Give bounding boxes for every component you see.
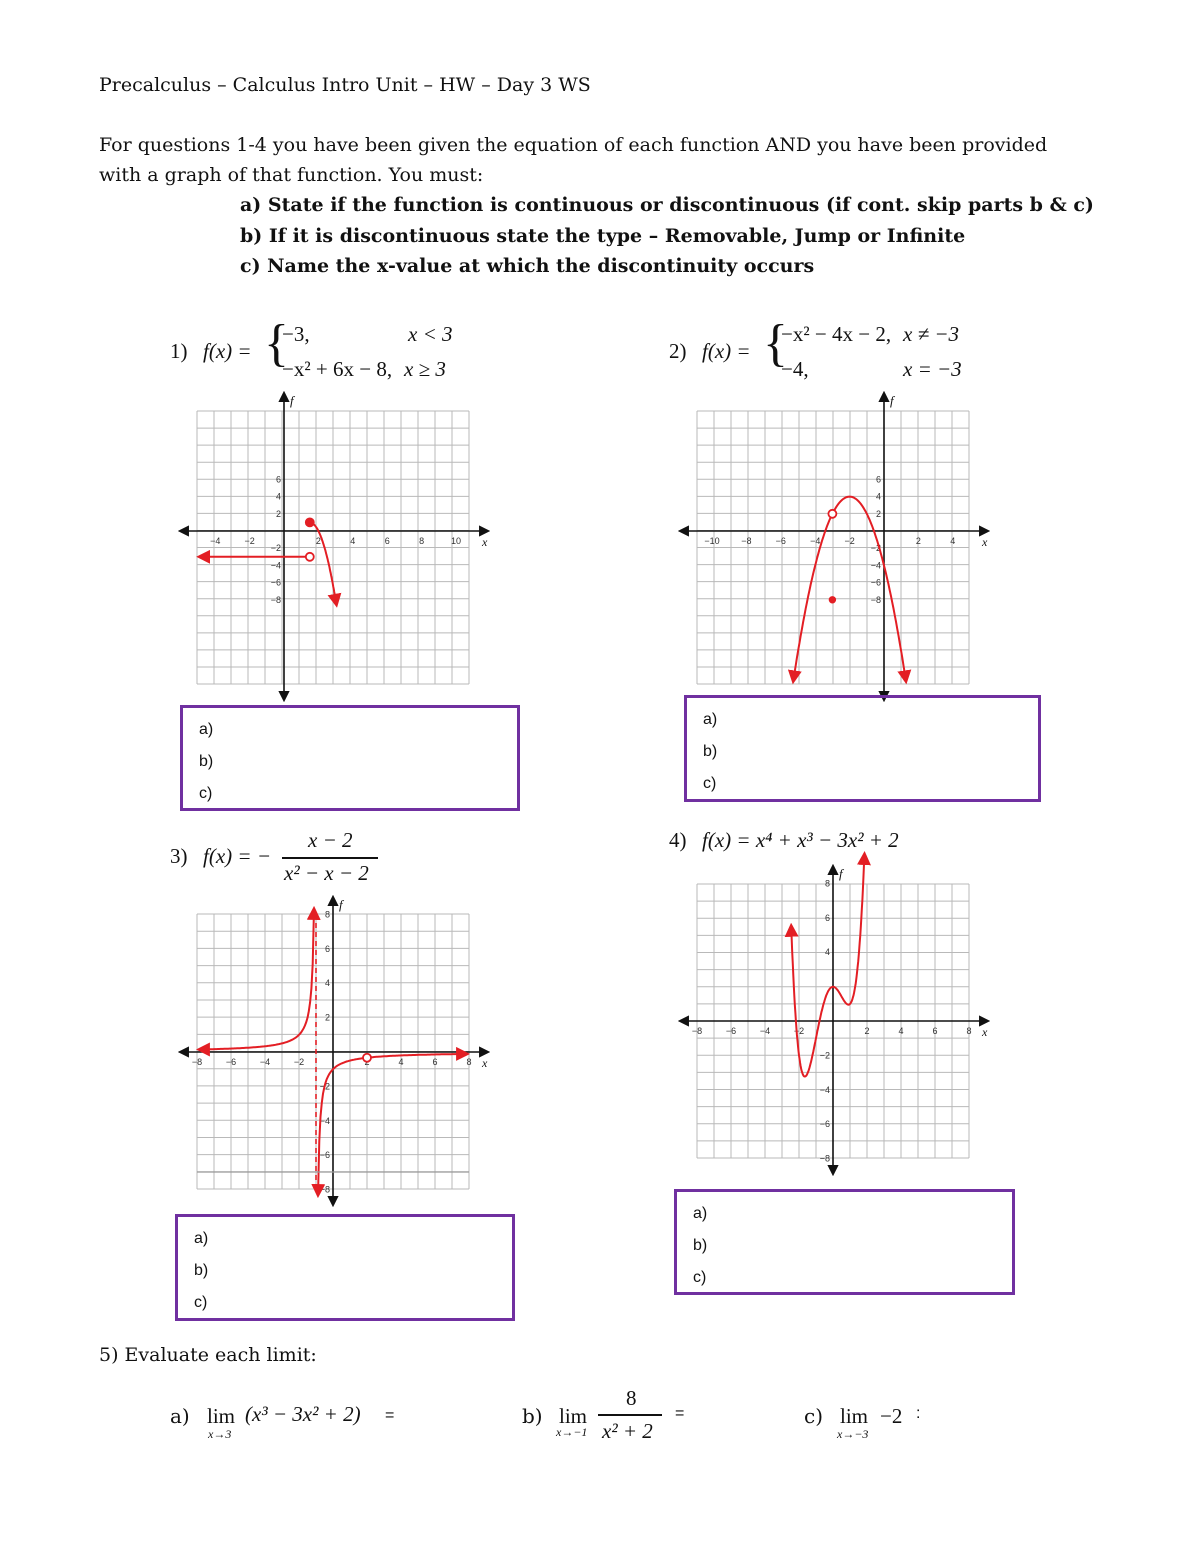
instructions-line-2: with a graph of that function. You must: bbox=[99, 164, 484, 186]
x-tick-label: 6 bbox=[432, 1057, 438, 1067]
x-tick-label: −4 bbox=[210, 536, 221, 546]
y-tick-label: 6 bbox=[824, 912, 830, 923]
answer-box-2[interactable] bbox=[684, 695, 1041, 802]
answer-label-c: c) bbox=[199, 785, 213, 802]
x-tick-label: 4 bbox=[398, 1057, 404, 1067]
y-tick-label: −4 bbox=[319, 1115, 330, 1126]
answer-label-c: c) bbox=[194, 1294, 208, 1311]
x-tick-label: 8 bbox=[466, 1057, 472, 1067]
part-label: b) bbox=[522, 1404, 543, 1428]
x-tick-label: −2 bbox=[293, 1057, 305, 1067]
x-tick-label: −2 bbox=[244, 536, 255, 546]
y-tick-label: 4 bbox=[324, 978, 330, 989]
x-tick-label: −6 bbox=[725, 1026, 737, 1036]
y-tick-label: −8 bbox=[319, 1184, 330, 1195]
y-tick-label: −4 bbox=[870, 560, 881, 571]
x-tick-label: −6 bbox=[775, 536, 786, 546]
lim-word: lim bbox=[559, 1404, 588, 1428]
lim-subscript: x→−3 bbox=[837, 1427, 869, 1441]
y-tick-label: −2 bbox=[819, 1050, 830, 1061]
lim-word: lim bbox=[840, 1404, 869, 1428]
piecewise-brace: { bbox=[763, 315, 788, 372]
fraction-numerator: 8 bbox=[626, 1386, 637, 1410]
x-tick-label: 2 bbox=[864, 1026, 870, 1036]
x-tick-label: −2 bbox=[844, 536, 855, 546]
answer-label-c: c) bbox=[693, 1269, 707, 1286]
x-tick-label: −4 bbox=[810, 536, 821, 546]
graph-3 bbox=[180, 897, 488, 1205]
y-tick-label: 2 bbox=[875, 508, 881, 519]
right-branch bbox=[318, 1054, 467, 1195]
piece-1-condition: x < 3 bbox=[408, 322, 453, 346]
open-point bbox=[306, 553, 314, 561]
x-axis-label: x bbox=[982, 535, 988, 549]
problem-number: 4) bbox=[669, 828, 687, 852]
y-tick-label: 4 bbox=[875, 491, 881, 502]
left-branch bbox=[199, 909, 314, 1050]
fraction-numerator: x − 2 bbox=[308, 828, 353, 852]
function-expression: f(x) = x⁴ + x³ − 3x² + 2 bbox=[702, 828, 899, 852]
graph-1 bbox=[180, 393, 488, 700]
piece-2-curve bbox=[310, 522, 337, 605]
part-label: a) bbox=[170, 1404, 190, 1428]
limit-expression: −2 bbox=[880, 1404, 903, 1428]
instruction-step-b: b) If it is discontinuous state the type – Removable, Jump or Infinite bbox=[240, 225, 966, 247]
instruction-step-a: a) State if the function is continuous or discontinuous (if cont. skip parts b & c) bbox=[240, 194, 1094, 216]
x-tick-label: 4 bbox=[950, 536, 956, 546]
closed-point bbox=[306, 518, 314, 526]
y-tick-label: −4 bbox=[819, 1084, 830, 1095]
answer-label-a: a) bbox=[199, 721, 214, 738]
function-name: f(x) = − bbox=[203, 844, 271, 868]
y-tick-label: −8 bbox=[270, 594, 281, 605]
y-tick-label: −2 bbox=[319, 1081, 330, 1092]
x-tick-label: 10 bbox=[450, 536, 462, 546]
piece-1-expr: −3, bbox=[282, 322, 310, 346]
equals-sign: = bbox=[675, 1405, 685, 1422]
y-tick-label: −8 bbox=[819, 1153, 830, 1164]
problem-number: 1) bbox=[170, 339, 188, 363]
graph-2 bbox=[680, 393, 988, 700]
y-axis-label: f bbox=[290, 393, 294, 408]
y-tick-label: 8 bbox=[324, 909, 330, 920]
answer-label-b: b) bbox=[194, 1262, 209, 1279]
y-axis-label: f bbox=[890, 393, 894, 408]
answer-label-b: b) bbox=[199, 753, 214, 770]
x-tick-label: 4 bbox=[898, 1026, 904, 1036]
x-tick-label: −8 bbox=[191, 1057, 203, 1067]
lim-word: lim bbox=[207, 1404, 236, 1428]
x-axis-label: x bbox=[482, 535, 488, 549]
function-name: f(x) = bbox=[203, 339, 252, 363]
x-tick-label: 4 bbox=[350, 536, 356, 546]
instruction-step-c: c) Name the x-value at which the discontinuity occurs bbox=[240, 255, 815, 277]
piece-2-expr: −4, bbox=[781, 357, 809, 381]
x-tick-label: −8 bbox=[741, 536, 752, 546]
x-tick-label: 6 bbox=[932, 1026, 938, 1036]
x-tick-label: 2 bbox=[915, 536, 921, 546]
x-tick-label: −6 bbox=[225, 1057, 237, 1067]
x-tick-label: 8 bbox=[419, 536, 425, 546]
open-point bbox=[828, 510, 836, 518]
function-name: f(x) = bbox=[702, 339, 751, 363]
y-tick-label: 4 bbox=[275, 491, 281, 502]
piece-2-condition: x ≥ 3 bbox=[404, 357, 446, 381]
answer-label-a: a) bbox=[693, 1205, 708, 1222]
y-tick-label: 6 bbox=[324, 943, 330, 954]
limit-expression: (x³ − 3x² + 2) bbox=[245, 1402, 361, 1426]
answer-label-a: a) bbox=[194, 1230, 209, 1247]
y-tick-label: 6 bbox=[875, 474, 881, 485]
y-axis-label: f bbox=[839, 866, 843, 881]
piece-1-expr: −x² − 4x − 2, bbox=[781, 322, 892, 346]
y-axis-label: f bbox=[339, 897, 343, 912]
question-5-title: 5) Evaluate each limit: bbox=[99, 1344, 317, 1366]
problem-number: 2) bbox=[669, 339, 687, 363]
fraction-denominator: x² − x − 2 bbox=[284, 861, 369, 885]
answer-label-b: b) bbox=[703, 743, 718, 760]
x-tick-label: −8 bbox=[691, 1026, 703, 1036]
x-tick-label: −2 bbox=[793, 1026, 805, 1036]
x-axis-label: x bbox=[482, 1056, 488, 1070]
fraction-denominator: x² + 2 bbox=[602, 1419, 653, 1443]
y-tick-label: −2 bbox=[870, 543, 881, 554]
y-tick-label: −2 bbox=[270, 543, 281, 554]
lim-subscript: x→−1 bbox=[556, 1425, 588, 1439]
answer-label-c: c) bbox=[703, 775, 717, 792]
y-tick-label: 6 bbox=[275, 474, 281, 485]
y-tick-label: −4 bbox=[270, 560, 281, 571]
y-tick-label: −6 bbox=[270, 577, 281, 588]
fraction-bar bbox=[598, 1414, 662, 1416]
y-tick-label: 8 bbox=[824, 878, 830, 889]
open-point bbox=[363, 1054, 371, 1062]
y-tick-label: −6 bbox=[319, 1150, 330, 1161]
equals-sign: : bbox=[916, 1405, 921, 1422]
y-tick-label: −6 bbox=[819, 1119, 830, 1130]
y-tick-label: 2 bbox=[275, 508, 281, 519]
x-tick-label: 2 bbox=[315, 536, 321, 546]
problem-number: 3) bbox=[170, 844, 188, 868]
instructions-line-1: For questions 1-4 you have been given the equation of each function AND you have been provided bbox=[99, 134, 1048, 156]
lim-subscript: x→3 bbox=[208, 1427, 232, 1441]
piece-2-condition: x = −3 bbox=[903, 357, 962, 381]
piece-2-expr: −x² + 6x − 8, bbox=[282, 357, 393, 381]
answer-box-1[interactable] bbox=[180, 705, 520, 811]
x-axis-label: x bbox=[982, 1025, 988, 1039]
y-tick-label: 2 bbox=[324, 1012, 330, 1023]
y-tick-label: 4 bbox=[824, 947, 830, 958]
x-tick-label: −4 bbox=[759, 1026, 771, 1036]
x-tick-label: −4 bbox=[259, 1057, 271, 1067]
x-tick-label: 6 bbox=[384, 536, 390, 546]
y-tick-label: −8 bbox=[870, 594, 881, 605]
answer-box-4[interactable] bbox=[674, 1189, 1015, 1295]
graph-4 bbox=[680, 854, 988, 1174]
piece-1-condition: x ≠ −3 bbox=[903, 322, 960, 346]
answer-label-a: a) bbox=[703, 711, 718, 728]
answer-label-b: b) bbox=[693, 1237, 708, 1254]
piecewise-brace: { bbox=[264, 315, 289, 372]
equals-sign: = bbox=[385, 1407, 395, 1424]
x-tick-label: 8 bbox=[966, 1026, 972, 1036]
closed-point bbox=[829, 597, 835, 603]
worksheet-title: Precalculus – Calculus Intro Unit – HW – Day 3 WS bbox=[99, 74, 591, 96]
part-label: c) bbox=[804, 1404, 824, 1428]
x-tick-label: −10 bbox=[704, 536, 720, 546]
answer-box-3[interactable] bbox=[175, 1214, 515, 1321]
y-tick-label: −6 bbox=[870, 577, 881, 588]
